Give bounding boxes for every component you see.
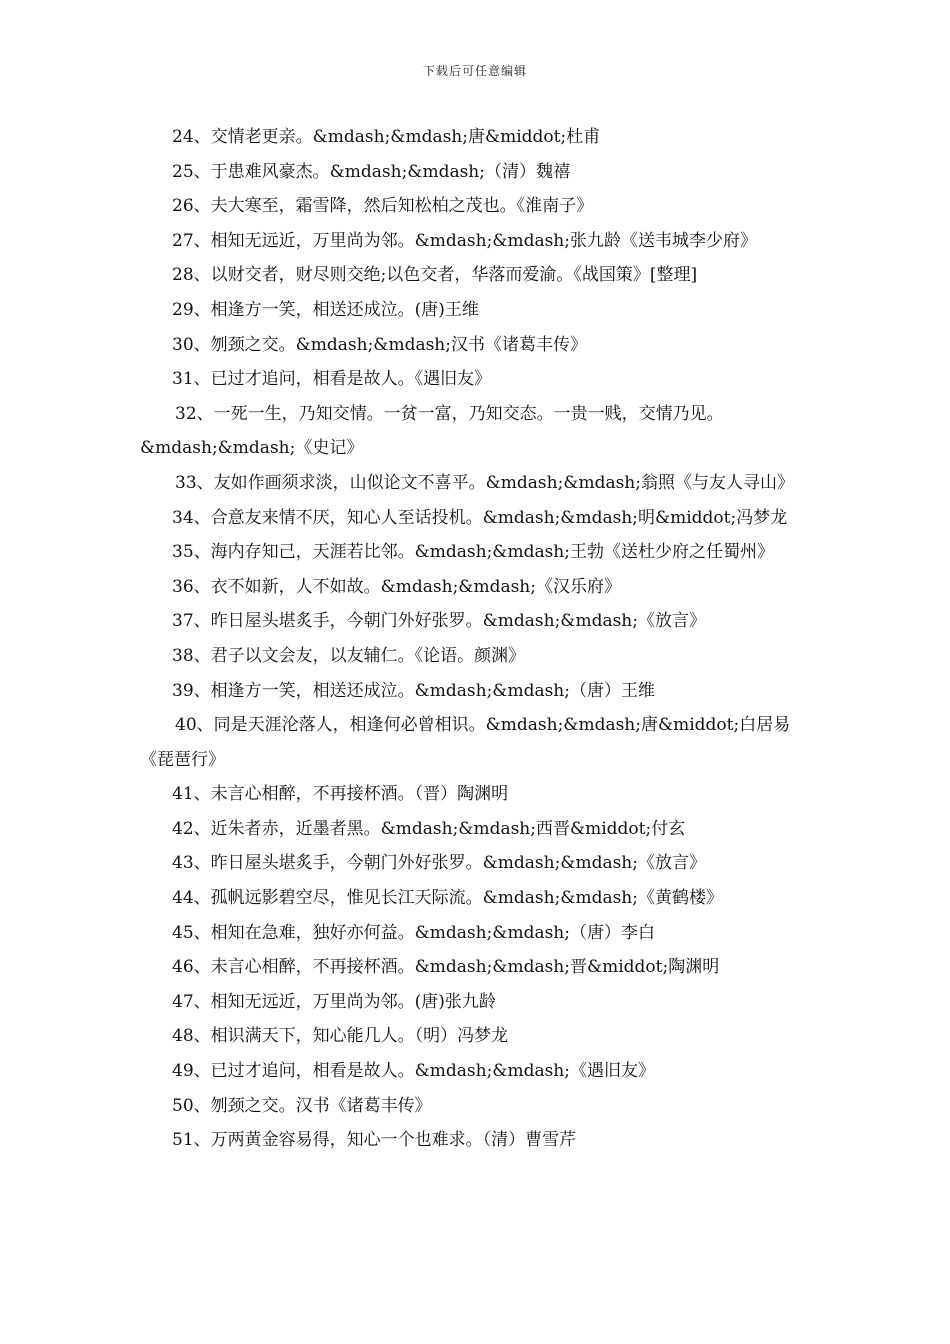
- item-number: 26、: [172, 196, 211, 217]
- list-item: [140, 1123, 830, 1158]
- item-text: 孤帆远影碧空尽，惟见长江天际流。&mdash;&mdash;《黄鹤楼》: [210, 888, 723, 909]
- list-item: [140, 570, 830, 605]
- item-number: 33、: [175, 472, 214, 493]
- list-item: [140, 535, 830, 570]
- item-text: 一死一生，乃知交情。一贫一富，乃知交态。一贵一贱，交情乃见。&mdash;&mdash;《史记》: [140, 403, 724, 459]
- item-number: 50、: [172, 1095, 211, 1116]
- item-number: 30、: [172, 334, 211, 355]
- page-header: 下载后可任意编辑: [422, 64, 527, 78]
- list-item: [140, 120, 830, 155]
- item-text: 同是天涯沦落人，相逢何必曾相识。&mdash;&mdash;唐&middot;白居易《琵琶行》: [140, 715, 791, 770]
- item-number: 40、: [175, 715, 214, 736]
- item-number: 45、: [172, 922, 211, 943]
- item-text: 以财交者，财尽则交绝;以色交者，华落而爱渝。《战国策》[整理]: [210, 265, 698, 286]
- list-item: [140, 1019, 830, 1054]
- list-item: [140, 916, 830, 951]
- item-number: 46、: [172, 957, 211, 978]
- list-item: [140, 1089, 830, 1124]
- list-item: [140, 950, 830, 985]
- item-text: 刎颈之交。&mdash;&mdash;汉书《诸葛丰传》: [210, 334, 587, 355]
- list-item: [140, 155, 830, 190]
- item-number: 31、: [172, 369, 211, 390]
- list-item: [140, 501, 830, 536]
- quote-list: [140, 120, 830, 1158]
- list-item: [140, 881, 830, 916]
- item-number: 44、: [172, 888, 211, 909]
- item-number: 47、: [172, 991, 211, 1012]
- list-item: [140, 258, 830, 293]
- item-number: 32、: [175, 403, 214, 424]
- list-item: [140, 189, 830, 224]
- item-number: 38、: [172, 645, 211, 666]
- item-text: 相知无远近，万里尚为邻。(唐)张九龄: [210, 991, 496, 1012]
- item-number: 34、: [172, 507, 211, 528]
- item-number: 24、: [172, 127, 211, 147]
- item-number: 43、: [172, 853, 211, 874]
- item-number: 36、: [172, 576, 211, 597]
- item-text: 夫大寒至，霜雪降，然后知松柏之茂也。《淮南子》: [210, 196, 594, 217]
- item-text: 万两黄金容易得，知心一个也难求。（清）曹雪芹: [210, 1130, 577, 1151]
- item-number: 48、: [172, 1026, 211, 1047]
- list-item: [140, 397, 820, 466]
- item-number: 37、: [172, 611, 211, 632]
- list-item: [140, 224, 830, 259]
- item-number: 29、: [172, 299, 211, 320]
- list-item: [140, 604, 830, 639]
- item-text: 未言心相醉，不再接杯酒。（晋）陶渊明: [210, 784, 509, 805]
- item-text: 相知在急难，独好亦何益。&mdash;&mdash;（唐）李白: [210, 922, 655, 943]
- item-text: 相逢方一笑，相送还成泣。&mdash;&mdash;（唐）王维: [210, 680, 655, 701]
- list-item: [140, 362, 830, 397]
- item-text: 昨日屋头堪炙手，今朝门外好张罗。&mdash;&mdash;《放言》: [210, 853, 706, 874]
- list-item: [140, 293, 830, 328]
- item-text: 相识满天下，知心能几人。（明）冯梦龙: [210, 1026, 509, 1047]
- list-item: [140, 639, 830, 674]
- item-text: 未言心相醉，不再接杯酒。&mdash;&mdash;晋&middot;陶渊明: [210, 957, 720, 978]
- list-item: [140, 708, 820, 777]
- item-number: 27、: [172, 230, 211, 251]
- item-text: 刎颈之交。汉书《诸葛丰传》: [210, 1095, 432, 1116]
- item-text: 交情老更亲。&mdash;&mdash;唐&middot;杜甫: [210, 127, 601, 147]
- item-text: 近朱者赤，近墨者黑。&mdash;&mdash;西晋&middot;付玄: [210, 818, 686, 839]
- list-item: [140, 328, 830, 363]
- list-item: [140, 985, 830, 1020]
- item-number: 51、: [172, 1130, 211, 1151]
- item-text: 海内存知己，天涯若比邻。&mdash;&mdash;王勃《送杜少府之任蜀州》: [210, 542, 774, 563]
- list-item: [140, 846, 830, 881]
- item-text: 于患难风豪杰。&mdash;&mdash;（清）魏禧: [210, 161, 570, 182]
- item-number: 42、: [172, 818, 211, 839]
- item-text: 合意友来情不厌，知心人至话投机。&mdash;&mdash;明&middot;冯梦龙: [210, 507, 788, 528]
- list-item: [140, 812, 830, 847]
- item-text: 相逢方一笑，相送还成泣。(唐)王维: [210, 299, 479, 320]
- item-text: 昨日屋头堪炙手，今朝门外好张罗。&mdash;&mdash;《放言》: [210, 611, 706, 632]
- item-number: 25、: [172, 161, 211, 182]
- list-item: [140, 466, 820, 501]
- item-text: 衣不如新，人不如故。&mdash;&mdash;《汉乐府》: [210, 576, 621, 597]
- item-text: 相知无远近，万里尚为邻。&mdash;&mdash;张九龄《送韦城李少府》: [210, 230, 757, 251]
- list-item: [140, 777, 830, 812]
- list-item: [140, 1054, 830, 1089]
- item-text: 已过才追问，相看是故人。《遇旧友》: [210, 369, 492, 390]
- item-number: 49、: [172, 1061, 211, 1082]
- item-text: 已过才追问，相看是故人。&mdash;&mdash;《遇旧友》: [210, 1061, 655, 1082]
- item-text: 君子以文会友，以友辅仁。《论语。颜渊》: [210, 645, 526, 666]
- item-number: 35、: [172, 542, 211, 563]
- item-text: 友如作画须求淡，山似论文不喜平。&mdash;&mdash;翁照《与友人寻山》: [213, 472, 794, 493]
- list-item: [140, 674, 830, 709]
- item-number: 41、: [172, 784, 211, 805]
- item-number: 28、: [172, 265, 211, 286]
- item-number: 39、: [172, 680, 211, 701]
